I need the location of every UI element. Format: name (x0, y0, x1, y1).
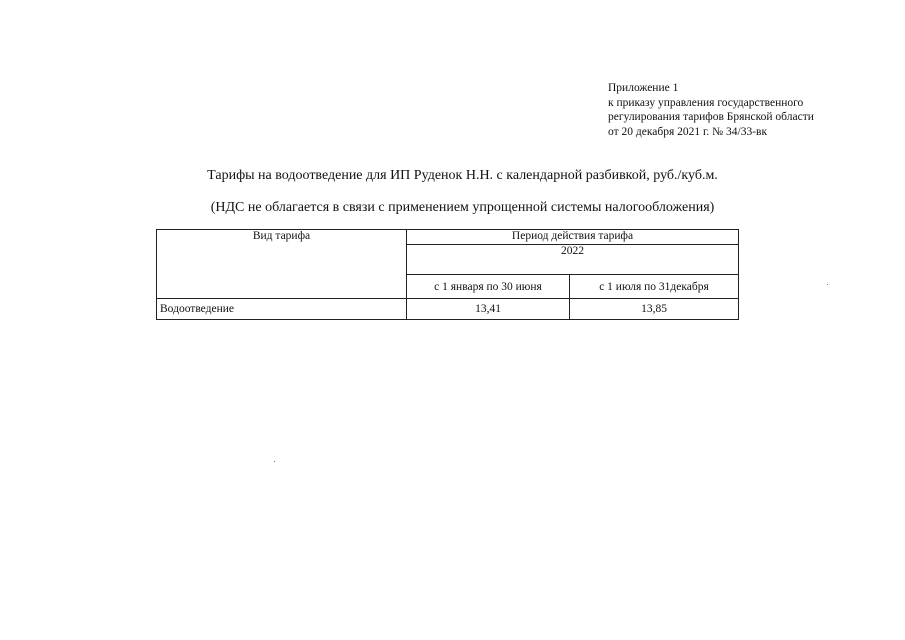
row-value-period-2: 13,85 (570, 299, 739, 320)
header-period-2: с 1 июля по 31декабря (570, 275, 739, 299)
appendix-line-2: к приказу управления государственного (608, 96, 804, 109)
scan-speck (827, 284, 828, 285)
appendix-line-3: регулирования тарифов Брянской области (608, 111, 814, 123)
table-header-row (157, 230, 739, 245)
appendix-line-1: Приложение 1 (608, 82, 679, 94)
header-period-1: с 1 января по 30 июня (407, 275, 570, 299)
row-value-period-1: 13,41 (407, 299, 570, 320)
table-row (157, 299, 739, 320)
appendix-note (608, 81, 814, 139)
appendix-line-4: от 20 декабря 2021 г. № 34/33-вк (608, 125, 768, 138)
header-year: 2022 (407, 245, 739, 275)
scan-speck (274, 461, 275, 462)
document-title: Тарифы на водоотведение для ИП Руденок Н.Н. с календарной разбивкой, руб./куб.м. (207, 168, 718, 183)
document-subtitle: (НДС не облагается в связи с применением упрощенной системы налогообложения) (210, 200, 715, 215)
tariff-table (156, 229, 739, 320)
row-tariff-name: Водоотведение (157, 299, 407, 320)
header-period: Период действия тарифа (407, 230, 739, 245)
header-tariff-type: Вид тарифа (157, 230, 407, 299)
